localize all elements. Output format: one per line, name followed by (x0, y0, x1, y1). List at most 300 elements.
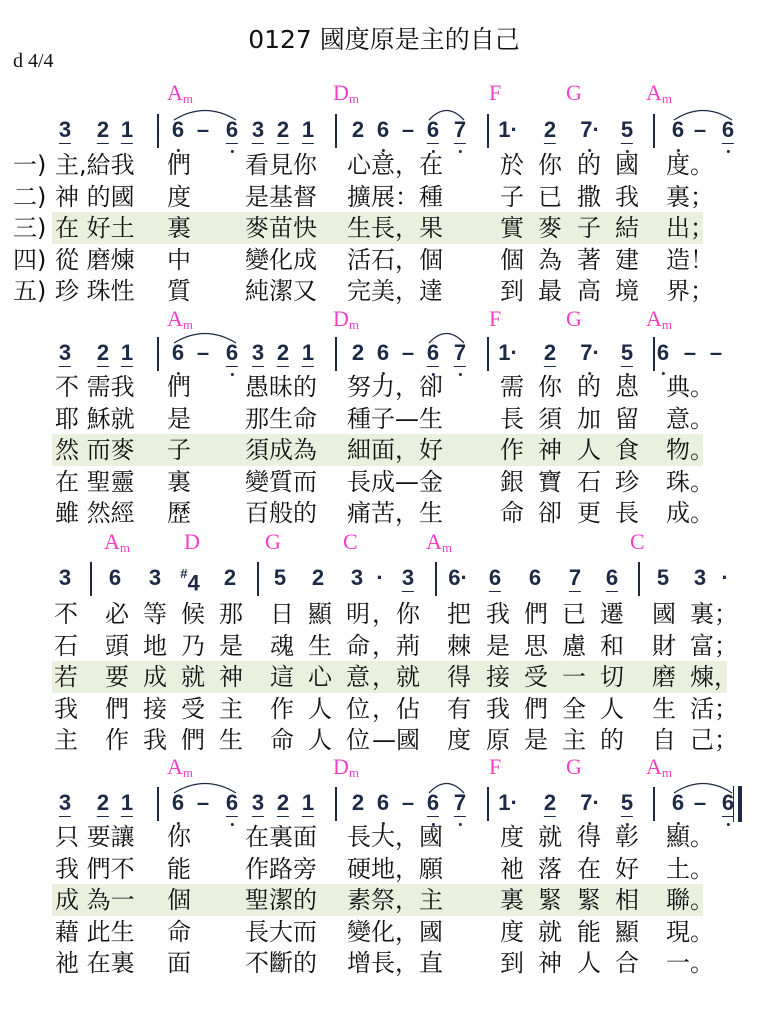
lyric-text: 緊 (538, 886, 562, 914)
lyric-text: 位 (346, 694, 370, 723)
lyric-text: 作路旁 (245, 854, 317, 883)
slur-mark (174, 107, 236, 121)
lyric-text: 卻 (538, 499, 562, 527)
lyric-text: 活； (690, 694, 738, 723)
note-value: 7 (453, 340, 467, 365)
lyric-text: 珍 (615, 467, 639, 496)
lyric-text: 痛苦，生 (347, 499, 443, 527)
lyric-text: 度 (500, 823, 524, 851)
note (121, 790, 133, 817)
note (274, 565, 286, 591)
note-value: 1· (498, 790, 518, 815)
chord-symbol (167, 306, 193, 333)
note-value: 6 (721, 790, 735, 815)
chord-symbol (566, 80, 582, 106)
lyric-text: ，你 (372, 600, 420, 628)
lyric-text: 和 (600, 631, 624, 660)
chord-root: C (630, 529, 645, 554)
bar-line (257, 562, 259, 596)
note-value: 6 (108, 565, 122, 590)
lyric-text: 裏； (666, 182, 714, 211)
lyric-text: 慮 (562, 631, 586, 660)
lyric-text: 就 (181, 663, 205, 691)
lyric-text: 是 (524, 726, 548, 754)
note-value: – (709, 340, 723, 365)
note (59, 340, 71, 367)
note-value: 7 (453, 117, 467, 142)
lyric-text: 命 (167, 917, 191, 946)
chord-symbol (646, 80, 672, 107)
chord-quality: m (348, 765, 360, 780)
note-value: 6 (225, 340, 239, 365)
slur-mark (674, 780, 732, 794)
note-value: 6· (448, 565, 468, 590)
note-value: 2 (543, 340, 557, 365)
lyric-text: 土。 (666, 854, 714, 883)
lyric-text: 我 (54, 694, 78, 723)
note (226, 117, 238, 144)
lyric-text: 能 (577, 917, 601, 946)
chord-symbol (343, 529, 358, 555)
lyric-text: 耶 穌就 (55, 404, 135, 433)
lyric-text: 切 (600, 663, 624, 691)
note-value: 2 (96, 117, 110, 142)
note-value: 6 (671, 117, 685, 142)
lyric-text: 度。 (666, 151, 714, 179)
lyric-text: 物。 (666, 436, 714, 464)
lyric-text: 們 (524, 694, 548, 723)
note (454, 790, 466, 817)
lyric-text: 成。 (666, 499, 714, 527)
note (302, 117, 314, 144)
lyric-text: 子 (500, 182, 524, 211)
note-value: 1 (120, 340, 134, 365)
lyric-text: 石 (54, 631, 78, 660)
slur-mark (429, 330, 464, 344)
note (252, 117, 264, 144)
note (580, 790, 600, 816)
lyric-text: 建 (615, 245, 639, 274)
lyric-text: 等 (143, 600, 167, 628)
lyric-text: 合 (615, 949, 639, 977)
note-value: 2 (96, 340, 110, 365)
note (59, 117, 71, 144)
note (352, 340, 364, 366)
note (722, 117, 734, 144)
chord-symbol (566, 306, 582, 332)
note-value: 6 (671, 790, 685, 815)
verse-number: 三) (13, 214, 47, 242)
chord-symbol (333, 306, 359, 333)
lyric-text: 財 (652, 631, 676, 660)
lyric-text: 人 (308, 726, 332, 754)
note-value: 3 (148, 565, 162, 590)
note-value: 6 (721, 117, 735, 142)
chord-symbol (426, 529, 452, 556)
lyric-text: 長 (615, 499, 639, 527)
lyric-text: —國 (372, 726, 420, 754)
lyric-text: 更 (577, 499, 601, 527)
note (302, 340, 314, 367)
note-value: 6 (426, 117, 440, 142)
note (402, 117, 414, 143)
note-value: 7· (580, 340, 600, 365)
chord-root: D (184, 529, 200, 554)
lyric-text: 候 (181, 600, 205, 628)
chord-quality: m (119, 540, 131, 555)
lyric-text: 為 (538, 245, 562, 274)
lyric-text: 必 (105, 600, 129, 628)
note-value: 3 (58, 790, 72, 815)
note-value: · (721, 565, 729, 590)
lyric-text: 思 (524, 631, 548, 660)
note (121, 340, 133, 367)
lyric-text: 長成—金 (347, 467, 443, 496)
lyric-text: 要 (105, 663, 129, 691)
slur-mark (429, 107, 464, 121)
lyric-text: 人 (577, 436, 601, 464)
lyric-text: 日 (270, 600, 294, 628)
lyric-text: 增長，直 (347, 949, 443, 977)
lyric-text: 出； (666, 214, 714, 242)
chord-root: D (333, 306, 349, 331)
lyric-text: 你 (538, 373, 562, 401)
bar-line (487, 114, 489, 148)
lyric-text: 裏 (167, 467, 191, 496)
chord-root: A (646, 80, 662, 105)
lyric-text: 全 (562, 694, 586, 723)
note-value: 6 (171, 790, 185, 815)
note (224, 565, 236, 591)
lyric-text: 們 (181, 726, 205, 754)
chord-symbol (646, 754, 672, 781)
note (109, 565, 121, 591)
lyric-text: 的 (577, 373, 601, 401)
lyric-text: 擴展：種 (347, 182, 443, 211)
lyric-text: 好 (615, 854, 639, 883)
lyric-text: 明 (346, 600, 370, 628)
lyric-text: 境 (615, 277, 639, 305)
chord-root: F (489, 80, 502, 105)
note-value: 6 (225, 117, 239, 142)
lyric-text: 長大，國 (347, 823, 443, 851)
note (226, 340, 238, 367)
lyric-text: 主,給我 (55, 151, 135, 179)
note (621, 340, 633, 367)
chord-root: A (426, 529, 442, 554)
note-value: – (196, 340, 210, 365)
note-value: 3 (251, 340, 265, 365)
lyric-text: 活石，個 (347, 245, 443, 274)
lyric-text: 顯。 (666, 823, 714, 851)
lyric-text: 把 (447, 600, 471, 628)
lyric-text: 典。 (666, 373, 714, 401)
note (402, 340, 414, 366)
bar-line (335, 787, 337, 821)
note-value: 3 (693, 565, 707, 590)
lyric-text: 藉 此生 (55, 917, 135, 946)
note-value: 2 (351, 117, 365, 142)
lyric-text: 雖 然經 (55, 499, 135, 527)
chord-symbol (333, 754, 359, 781)
lyric-text: 魂 (270, 631, 294, 660)
lyric-text: 人 (600, 694, 624, 723)
note (621, 790, 633, 817)
lyric-text: 你 (167, 823, 191, 851)
bar-line (335, 337, 337, 371)
lyric-text: 需 (500, 373, 524, 401)
lyric-text: 面 (167, 949, 191, 977)
lyric-text: 人 (577, 949, 601, 977)
bar-line (487, 337, 489, 371)
note-value: – (401, 340, 415, 365)
lyric-text: 的 (577, 151, 601, 179)
lyric-text: 作 (270, 694, 294, 723)
note (454, 117, 466, 144)
lyric-text: 石 (577, 467, 601, 496)
lyric-text: 變化成 (245, 245, 317, 274)
note-value: 3 (401, 565, 415, 590)
note (580, 340, 600, 366)
chord-root: A (167, 80, 183, 105)
lyric-text: 種子—生 (347, 404, 443, 433)
lyric-text: 銀 (500, 467, 524, 496)
chord-quality: m (661, 765, 673, 780)
key-signature: d 4/4 (13, 50, 54, 72)
lyric-text: 結 (615, 214, 639, 242)
lyric-text: 們 (167, 373, 191, 401)
note-value: 5 (656, 565, 670, 590)
lyric-text: 不 需我 (55, 373, 135, 401)
note-value: – (401, 117, 415, 142)
note-value: 2 (351, 340, 365, 365)
note (580, 117, 600, 143)
chord-symbol (104, 529, 130, 556)
lyric-text: 子 (167, 436, 191, 464)
chord-root: A (646, 754, 662, 779)
lyric-text: 緊 (577, 886, 601, 914)
lyric-text: 高 (577, 277, 601, 305)
note-value: – (196, 117, 210, 142)
lyric-text: 麥 (538, 214, 562, 242)
note-value: 1 (301, 340, 315, 365)
lyric-text: 看見你 (245, 151, 317, 179)
lyric-text: 從 磨煉 (55, 245, 135, 274)
note-value: 7· (580, 117, 600, 142)
verse-number: 一) (13, 151, 47, 179)
lyric-text: 國 (615, 151, 639, 179)
lyric-text: 神 (538, 436, 562, 464)
octave-dot (727, 150, 730, 153)
lyric-text: 不 (54, 600, 78, 628)
chord-root: G (566, 306, 582, 331)
lyric-text: 歷 (167, 499, 191, 527)
lyric-text: ，荊 (372, 631, 420, 660)
chord-symbol (489, 80, 501, 106)
note-value: 6 (171, 340, 185, 365)
lyric-text: 子 (577, 214, 601, 242)
chord-root: G (265, 529, 281, 554)
bar-line (335, 114, 337, 148)
note-value: 6 (426, 340, 440, 365)
lyric-text: 造！ (666, 245, 714, 274)
note-value: – (196, 790, 210, 815)
note-value: 2 (543, 117, 557, 142)
note (402, 565, 414, 592)
chord-symbol (489, 754, 501, 780)
note (121, 117, 133, 144)
chord-quality: m (182, 91, 194, 106)
note (657, 340, 669, 366)
note-value: 2 (543, 790, 557, 815)
bar-line (435, 562, 437, 596)
slur-mark (674, 107, 732, 121)
lyric-text: 們 (105, 694, 129, 723)
note-value: 5 (620, 340, 634, 365)
chord-symbol (167, 80, 193, 107)
note (621, 117, 633, 144)
note (427, 790, 439, 817)
lyric-text: 生長，果 (347, 214, 443, 242)
octave-dot (231, 373, 234, 376)
lyric-text: 度 (500, 917, 524, 946)
note (402, 790, 414, 816)
chord-symbol (184, 529, 200, 555)
lyric-text: 遷 (600, 600, 624, 628)
lyric-text: 現。 (666, 917, 714, 946)
note (97, 790, 109, 817)
lyric-text: 是 (167, 404, 191, 433)
lyric-text: 那 (219, 600, 243, 628)
note (498, 790, 518, 816)
lyric-text: 煉， (690, 663, 738, 691)
page-title: 0127 國度原是主的自己 (248, 25, 520, 54)
lyric-text: 我 (143, 726, 167, 754)
note-value: 7 (453, 790, 467, 815)
chord-quality: m (182, 765, 194, 780)
note (302, 790, 314, 817)
note-value: 6 (528, 565, 542, 590)
note (544, 117, 556, 144)
lyric-text: 麥苗快 (245, 214, 317, 242)
lyric-text: 完美，達 (347, 277, 443, 305)
lyric-text: 富； (690, 631, 738, 660)
lyric-text: 意。 (666, 404, 714, 433)
note-value: 3 (58, 340, 72, 365)
lyric-text: 我 (486, 694, 510, 723)
lyric-text: 若 (54, 663, 78, 691)
note-value: 6 (225, 790, 239, 815)
chord-root: A (167, 754, 183, 779)
lyric-text: 須成為 (245, 436, 317, 464)
note-value: 3 (251, 790, 265, 815)
verse-number: 五) (13, 277, 47, 305)
lyric-text: 長大而 (245, 917, 317, 946)
note (529, 565, 541, 591)
lyric-text: 有 (447, 694, 471, 723)
lyric-text: ，佔 (372, 694, 420, 723)
lyric-text: 顯 (308, 600, 332, 628)
lyric-text: 愚昧的 (245, 373, 317, 401)
note (427, 117, 439, 144)
bar-line (653, 114, 655, 148)
lyric-text: 硬地，願 (347, 854, 443, 883)
note-value: 6 (171, 117, 185, 142)
lyric-text: 頭 (105, 631, 129, 660)
chord-quality: m (661, 91, 673, 106)
lyric-text: 寶 (538, 467, 562, 496)
lyric-text: 在裏面 (245, 823, 317, 851)
lyric-text: 變質而 (245, 467, 317, 496)
chord-symbol (646, 306, 672, 333)
lyric-text: 裏 (500, 886, 524, 914)
lyric-text: 是 (486, 631, 510, 660)
lyric-text: 能 (167, 854, 191, 883)
lyric-text: 神 (538, 949, 562, 977)
lyric-text: 是 (219, 631, 243, 660)
final-bar-line (733, 786, 743, 822)
lyric-text: 在 (577, 854, 601, 883)
note (489, 565, 501, 592)
lyric-text: 你 (538, 151, 562, 179)
lyric-text: 努力，卻 (347, 373, 443, 401)
note-value: · (376, 565, 384, 590)
note-value: 6 (488, 565, 502, 590)
note (454, 340, 466, 367)
note (498, 340, 518, 366)
lyric-text: 神 (219, 663, 243, 691)
lyric-text: 原 (486, 726, 510, 754)
note (721, 565, 728, 591)
lyric-text: 然 而麥 (55, 436, 135, 464)
note (226, 790, 238, 817)
note (149, 565, 161, 591)
lyric-text: 我 (486, 600, 510, 628)
note-value: 1 (301, 790, 315, 815)
lyric-text: 成 為一 (55, 886, 135, 914)
chord-root: A (104, 529, 120, 554)
note (97, 117, 109, 144)
note (606, 565, 618, 592)
lyric-text: 一。 (666, 949, 714, 977)
note-value: 5 (273, 565, 287, 590)
lyric-text: 已 (562, 600, 586, 628)
lyric-text: 加 (577, 404, 601, 433)
note-value: – (693, 117, 707, 142)
note-value: 6 (426, 790, 440, 815)
note-value: 5 (620, 790, 634, 815)
note (498, 117, 518, 143)
note (377, 340, 389, 366)
chord-symbol (566, 754, 582, 780)
chord-root: F (489, 306, 502, 331)
note-value: 1· (498, 340, 518, 365)
lyric-text: 那生命 (245, 404, 317, 433)
note (59, 565, 71, 591)
sharp-sign: # (180, 566, 188, 581)
lyric-text: 是基督 (245, 182, 317, 211)
note-value: 6 (376, 340, 390, 365)
note (694, 565, 706, 591)
lyric-text: 磨 (652, 663, 676, 691)
lyric-text: 純潔又 (245, 277, 317, 305)
lyric-text: 已 (538, 182, 562, 211)
octave-dot (459, 823, 462, 826)
lyric-text: 們 (167, 151, 191, 179)
lyric-text: ，就 (372, 663, 420, 691)
lyric-text: 人 (308, 694, 332, 723)
note-value: 2 (276, 790, 290, 815)
